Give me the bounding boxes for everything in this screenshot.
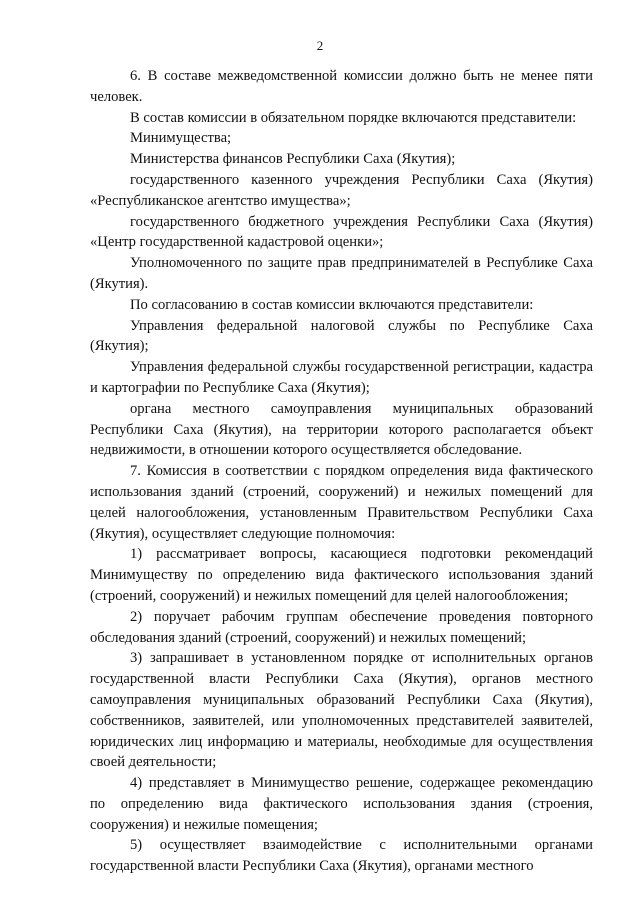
list-item-tax-service: Управления федеральной налоговой службы по Республике Саха (Якутия); (90, 317, 593, 355)
paragraph-6-composition: 6. В составе межведомственной комиссии должно быть не менее пяти человек. (90, 68, 593, 105)
power-item-3: 3) запрашивает в установленном порядке от исполнительных органов государственной власти Республики Саха (Якутия), органов местного самоуправления муниципальных образований Республики Саха (Якутия), собственников, заявителей, или уполномоченных представителей заявителей, юридических лиц информацию и материалы, необходимые для осуществления своей деятельности; (90, 650, 593, 771)
list-item-cadastral-center: государственного бюджетного учреждения Республики Саха (Якутия) «Центр государственной кадастровой оценки»; (90, 213, 593, 251)
list-item-rosreestr: Управления федеральной службы государственной регистрации, кадастра и картографии по Республике Саха (Якутия); (90, 359, 593, 396)
paragraph-agreed-members: По согласованию в состав комиссии включаются представители: (130, 296, 534, 313)
power-item-4: 4) представляет в Минимущество решение, содержащее рекомендацию по определению вида фактического использования здания (строения, сооружения) и нежилые помещения; (90, 775, 593, 833)
list-item-business-ombudsman: Уполномоченного по защите прав предпринимателей в Республике Саха (Якутия). (90, 255, 593, 292)
power-item-5: 5) осуществляет взаимодействие с исполнительными органами государственной власти Республики Саха (Якутия), органами местного (90, 837, 593, 875)
page-number: 2 (316, 38, 324, 53)
list-item-property-agency: государственного казенного учреждения Республики Саха (Якутия) «Республиканское агентство имущества»; (90, 171, 593, 209)
document-body (90, 66, 593, 877)
power-item-2: 2) поручает рабочим группам обеспечение проведения повторного обследования зданий (строений, сооружений) и нежилых помещений; (90, 608, 593, 646)
paragraph-mandatory-members: В состав комиссии в обязательном порядке включаются представители: (130, 109, 577, 126)
list-item-local-government: органа местного самоуправления муниципальных образований Республики Саха (Якутия), на территории которого располагается объект недвижимости, в отношении которого осуществляется обследование. (90, 400, 593, 459)
list-item-minfin: Министерства финансов Республики Саха (Якутия); (130, 151, 456, 168)
paragraph-7-powers: 7. Комиссия в соответствии с порядком определения вида фактического использования зданий (строений, сооружений) и нежилых помещений для целей налогообложения, установленным Правительством Республики Саха (Якутия), осуществляет следующие полномочия: (90, 463, 593, 542)
list-item-minimushchestvo: Минимущества; (130, 130, 232, 147)
power-item-1: 1) рассматривает вопросы, касающиеся подготовки рекомендаций Минимуществу по определению вида фактического использования зданий (строений, сооружений) и нежилых помещений для целей налогообложения; (90, 546, 593, 604)
